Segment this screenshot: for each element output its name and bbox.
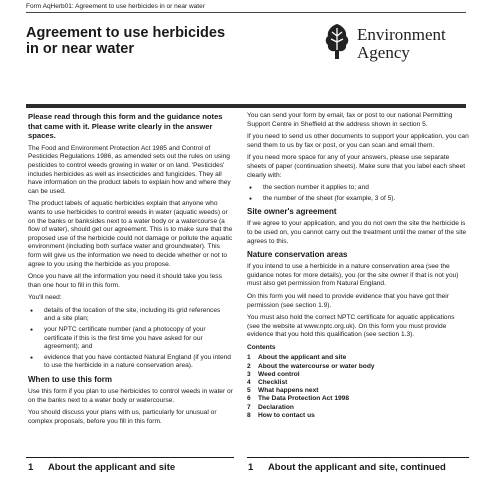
contents-item[interactable]: 2 About the watercourse or water body: [247, 362, 375, 370]
logo-wordmark: [357, 26, 446, 62]
contents-item[interactable]: 8 How to contact us: [247, 411, 315, 419]
section-number: 1: [28, 462, 34, 473]
site-owner-heading: Site owner's agreement: [247, 207, 337, 217]
section-number: 1: [248, 462, 254, 473]
requirements-list: [28, 307, 233, 371]
right-section-heading: [248, 462, 446, 473]
contents-item[interactable]: 7 Declaration: [247, 403, 294, 411]
nature-conservation-heading: Nature conservation areas: [247, 250, 348, 260]
contents-item[interactable]: 6 The Data Protection Act 1998: [247, 395, 349, 403]
you-need-label: You'll need:: [28, 294, 62, 302]
when-paragraph-1: Use this form if you plan to use herbicides to control weeds in water or on the banks next to a water body or watercourse.: [28, 388, 233, 404]
page-title: [26, 25, 225, 57]
list-item: ● evidence that you have contacted Natural England (if you intend to use the herbicide in a nature conservation area).: [28, 354, 233, 371]
contents-item[interactable]: 3 Weed control: [247, 370, 300, 378]
nature-paragraph-1: If you intend to use a herbicide in a nature conservation area (see the guidance notes for more details), you (or the site owner if that is not you) must also get permission from Natural England.: [247, 263, 459, 288]
contents-heading: Contents: [247, 343, 276, 351]
nature-paragraph-3: You must also hold the correct NPTC certificate for aquatic applications (see the website at www.nptc.org.uk). On this form you must provide evidence that you hold this qualification (see section 1.3).: [247, 314, 455, 339]
form-reference-header: Form AqHerb01: Agreement to use herbicides in or near water: [26, 3, 466, 13]
logo-line-2: Agency: [357, 43, 410, 62]
left-section-heading: [28, 462, 175, 473]
intro-paragraph-2: The product labels of aquatic herbicides explain that anyone who wants to use herbicides to control weeds in water (aquatic weeds) or on the banks or banksides next to a water body or a watercourse (a flow of water), should get our agreement. This is to make sure that the proposed use of the herbicide could not damage or pollute the aquatic environment (including both surface water and groundwater). This form will give us the information we need to decide whether or not to agree to you using the herbicide as you propose.: [28, 200, 233, 268]
site-owner-paragraph: If we agree to your application, and you do not own the site the herbicide is to be used on, you cannot carry out the treatment until the owner of the site agrees to this.: [247, 220, 467, 245]
list-item: ● your NPTC certificate number (and a photocopy of your certificate if this is the first time you have asked for our agreement); and: [28, 326, 233, 352]
when-to-use-heading: When to use this form: [28, 375, 112, 385]
nature-paragraph-2: On this form you will need to provide evidence that you have got their permission (see section 1.9).: [247, 292, 449, 309]
when-paragraph-2: You should discuss your plans with us, particularly for unusual or complex proposals, before you fill in this form.: [28, 409, 217, 425]
list-item: ● details of the location of the site, including its grid references and a site plan;: [28, 307, 233, 324]
environment-agency-tree-icon: [322, 22, 352, 62]
left-section-rule: [26, 457, 234, 458]
right-section-rule: [247, 457, 469, 458]
title-line-1: Agreement to use herbicides: [26, 25, 226, 41]
contents-list: [247, 354, 469, 420]
logo-line-1: Environment: [357, 25, 446, 44]
right-column: [247, 112, 469, 420]
intro-paragraph-1: The Food and Environment Protection Act 1985 and Control of Pesticides Regulations 1986, as amended sets out the rules on using pesticides to control weeds growing in water or on land. 'Pesticides' includes herbicides as well as insecticides and fungicides. They all have information on the product labels to explain how and where they can be used.: [28, 144, 231, 195]
title-line-2: in or near water: [26, 41, 134, 57]
section-title: About the applicant and site: [47, 462, 176, 473]
documents-paragraph: If you need to send us other documents to support your application, you can send them to us by fax or post, or you can scan and email them.: [247, 133, 469, 149]
environment-agency-logo: [322, 22, 472, 70]
continuation-paragraph: If you need more space for any of your answers, please use separate sheets of paper (continuation sheets). Make sure that you label each sheet clearly with:: [247, 154, 466, 179]
header-divider: [26, 104, 466, 108]
contents-item[interactable]: 5 What happens next: [247, 387, 319, 395]
left-column: [28, 112, 233, 430]
send-form-paragraph: You can send your form by email, fax or post to our national Permitting Support Centre in Sheffield at the address shown in section 5.: [247, 112, 453, 128]
section-title: About the applicant and site, continued: [267, 462, 446, 473]
list-item: ● the section number it applies to; and: [247, 184, 469, 193]
contents-item[interactable]: 1 About the applicant and site: [247, 354, 347, 362]
intro-paragraph-3: Once you have all the information you need it should take you less than one hour to fill in this form.: [28, 273, 222, 289]
list-item: ● the number of the sheet (for example, 3 of 5).: [247, 195, 469, 204]
intro-instruction: Please read through this form and the guidance notes that came with it. Please write clearly in the answer spaces.: [28, 112, 223, 141]
contents-item[interactable]: 4 Checklist: [247, 379, 288, 387]
continuation-list: [247, 184, 469, 203]
